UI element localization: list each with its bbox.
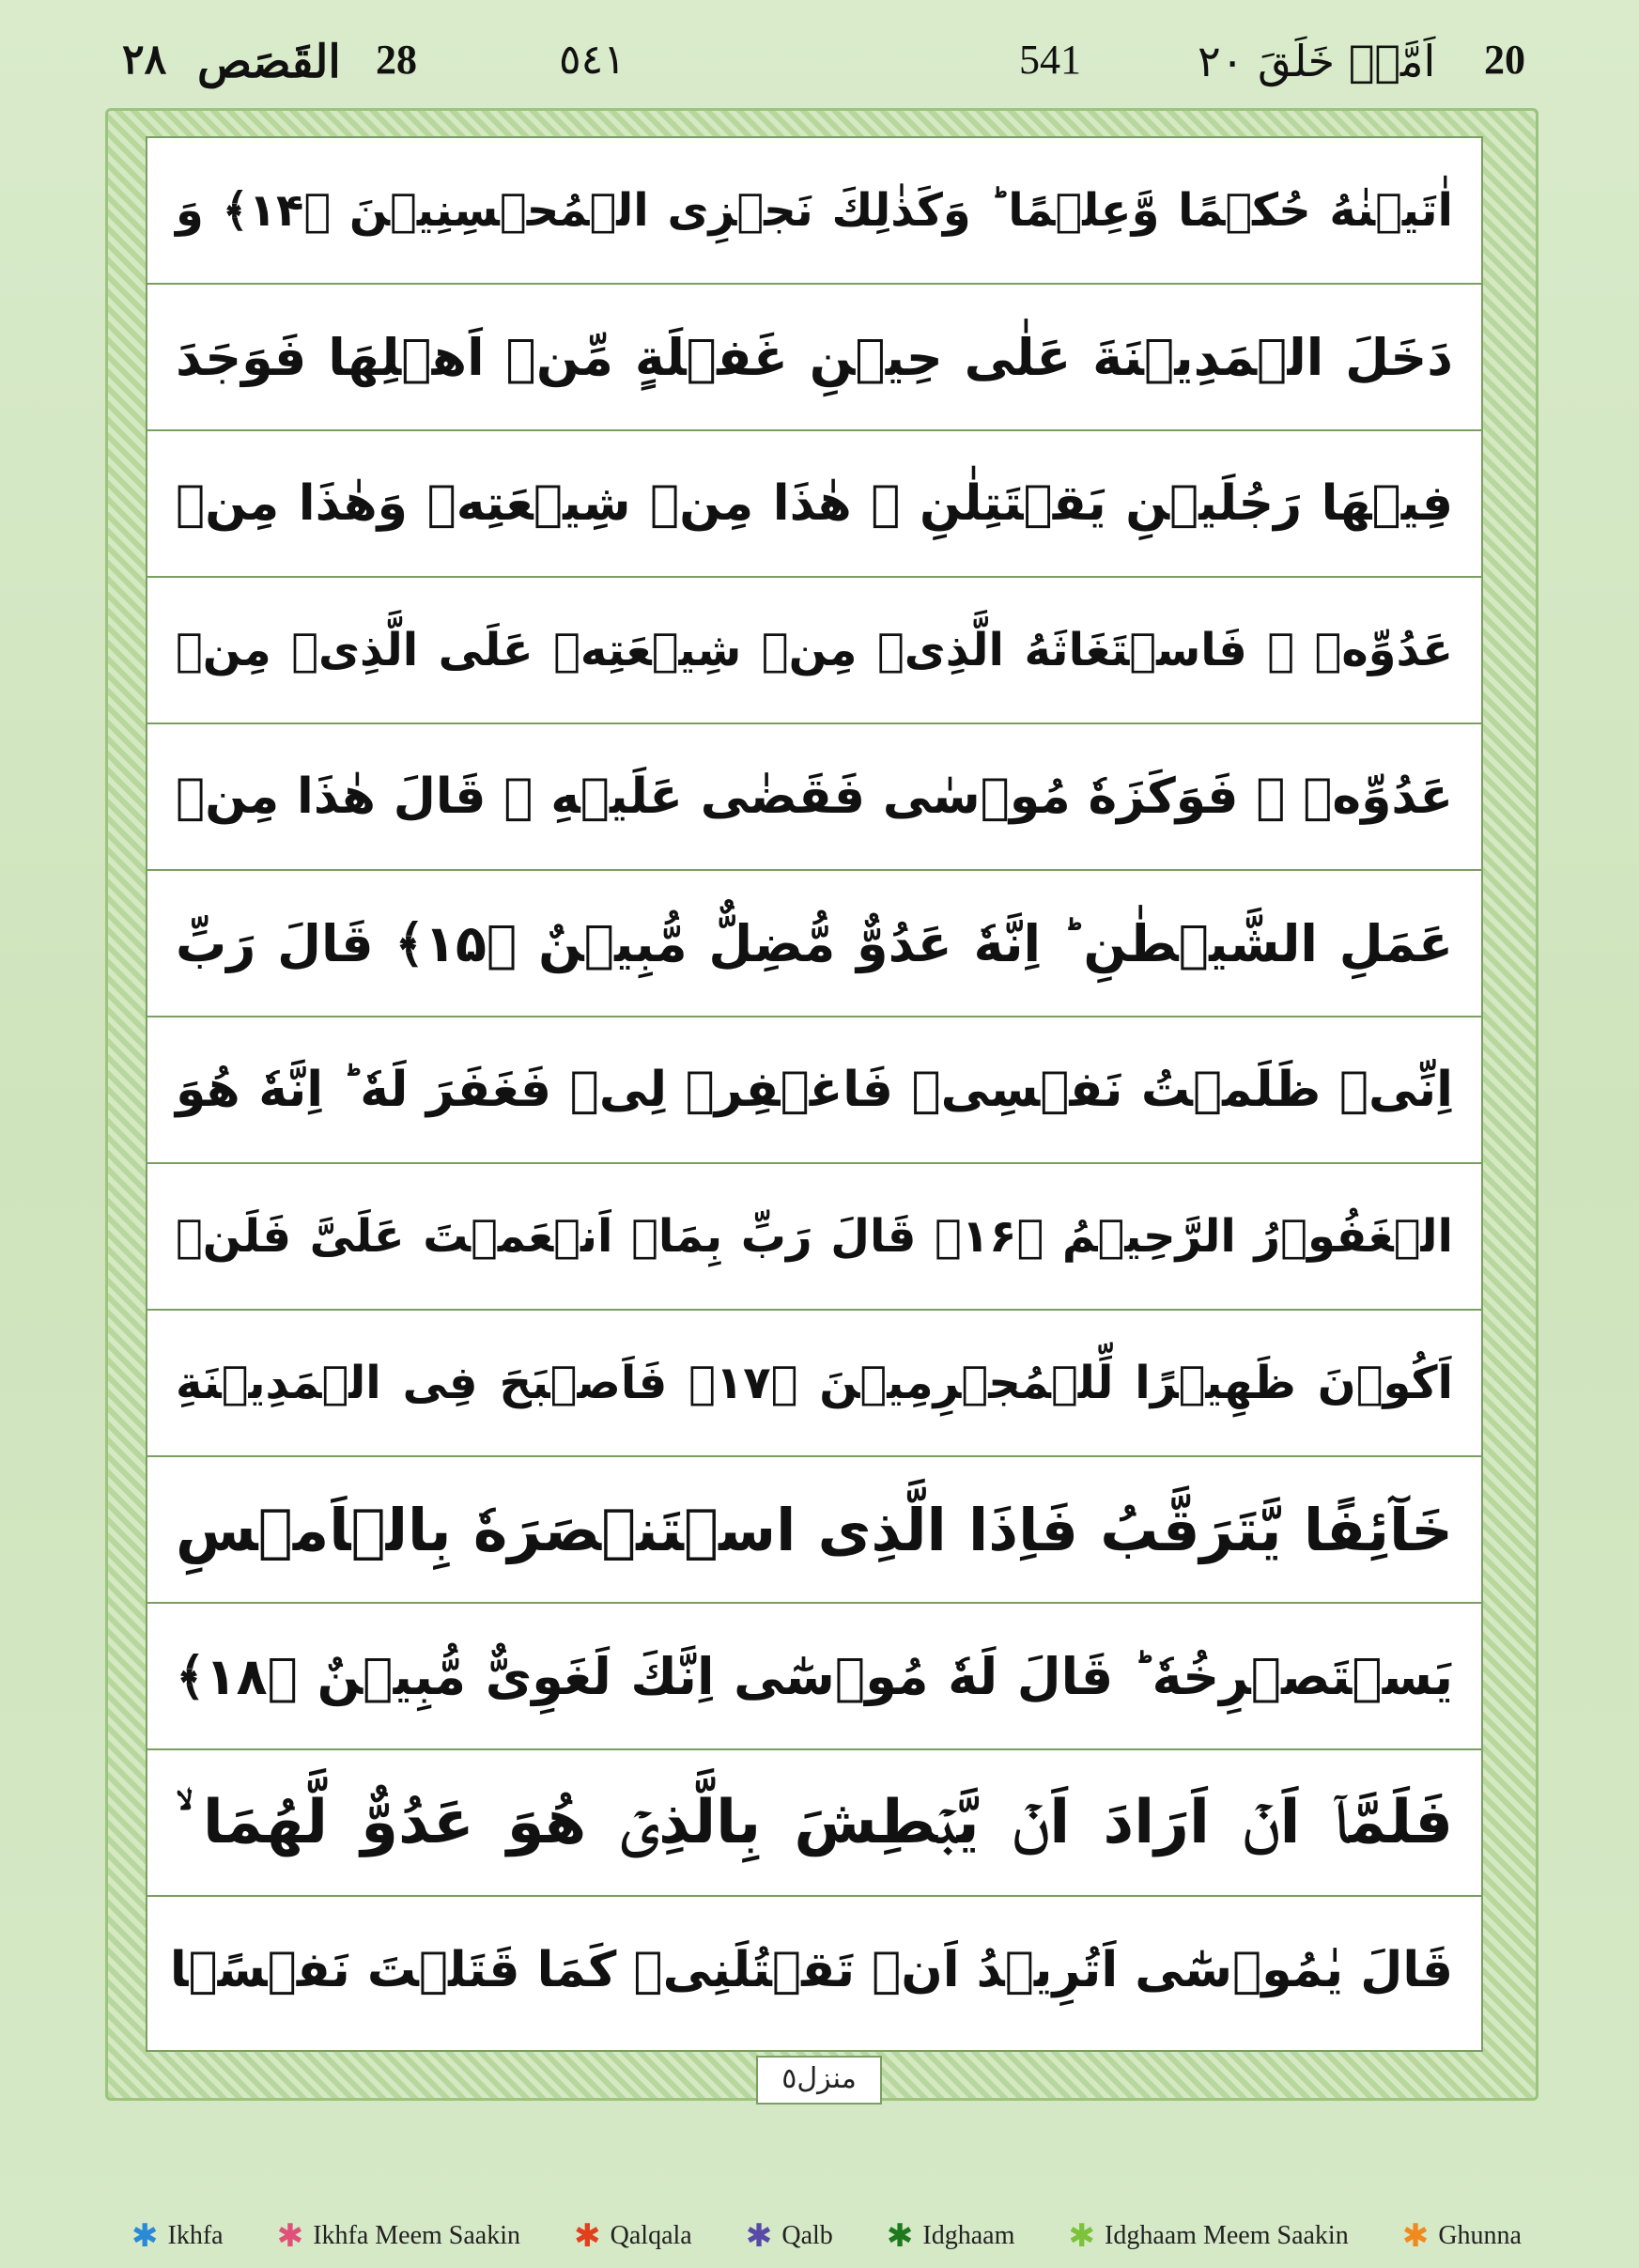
star-icon: ✱ (886, 2217, 914, 2255)
page-number: 541 (1019, 37, 1081, 83)
verse-text-area (146, 136, 1483, 2052)
juz-name: اَمَّنۡ خَلَقَ ٢٠ (1198, 36, 1436, 86)
tajweed-legend (131, 2217, 1522, 2255)
text-line: خَآئِفًا يَّتَرَقَّبُ فَاِذَا الَّذِى اسۡتَنۡصَرَهٗ بِالۡاَمۡسِ (147, 1457, 1481, 1604)
surah-number-arabic: ٢٨ (122, 36, 167, 84)
juz-number: 20 (1484, 37, 1525, 83)
surah-name: القَصَص (197, 36, 341, 88)
text-line: عَدُوِّهٖ ۙ فَوَكَزَهٗ مُوۡسٰى فَقَضٰى عَلَيۡهِ ۖ قَالَ هٰذَا مِنۡ (147, 724, 1481, 871)
text-line: يَسۡتَصۡرِخُهٗ ؕ قَالَ لَهٗ مُوۡسٰٓى اِنَّكَ لَغَوِىٌّ مُّبِيۡنٌ ﴿۱۸﴾ (147, 1604, 1481, 1750)
legend-item: ✱ Idghaam (886, 2217, 1015, 2255)
star-icon: ✱ (574, 2217, 601, 2255)
page-number-arabic: ٥٤١ (559, 36, 626, 84)
manzil-label: منزل٥ (756, 2056, 882, 2105)
text-line: الۡغَفُوۡرُ الرَّحِيۡمُ ﴿۱۶﴾ قَالَ رَبِّ بِمَاۤ اَنۡعَمۡتَ عَلَىَّ فَلَنۡ (147, 1164, 1481, 1311)
legend-item: ✱ Ikhfa (131, 2217, 224, 2255)
text-line: عَمَلِ الشَّيۡطٰنِ ؕ اِنَّهٗ عَدُوٌّ مُّضِلٌّ مُّبِيۡنٌ ﴿۱۵﴾ قَالَ رَبِّ (147, 871, 1481, 1017)
legend-item: ✱ Ikhfa Meem Saakin (276, 2217, 521, 2255)
star-icon: ✱ (276, 2217, 304, 2255)
text-line: فَلَمَّاۤ اَنۡ اَرَادَ اَنۡ يَّبۡطِشَ بِالَّذِىۡ هُوَ عَدُوٌّ لَّهُمَا ۙ (147, 1750, 1481, 1897)
star-icon: ✱ (1401, 2217, 1430, 2255)
text-line: قَالَ يٰمُوۡسٰٓى اَتُرِيۡدُ اَنۡ تَقۡتُلَنِىۡ كَمَا قَتَلۡتَ نَفۡسًۢا (169, 1942, 1453, 1998)
text-line: اٰتَيۡنٰهُ حُكۡمًا وَّعِلۡمًا ؕ وَكَذٰلِكَ نَجۡزِى الۡمُحۡسِنِيۡنَ ﴿۱۴﴾ وَ (147, 138, 1481, 285)
star-icon: ✱ (745, 2217, 773, 2255)
text-line: اِنِّىۡ ظَلَمۡتُ نَفۡسِىۡ فَاغۡفِرۡ لِىۡ فَغَفَرَ لَهٗ ؕ اِنَّهٗ هُوَ (147, 1017, 1481, 1164)
legend-item: ✱ Qalqala (574, 2217, 692, 2255)
text-line: اَكُوۡنَ ظَهِيۡرًا لِّلۡمُجۡرِمِيۡنَ ﴿۱۷﴾ فَاَصۡبَحَ فِى الۡمَدِيۡنَةِ (147, 1311, 1481, 1457)
surah-number: 28 (376, 37, 417, 83)
page-header (94, 26, 1545, 92)
legend-item: ✱ Ghunna (1401, 2217, 1522, 2255)
text-line: فِيۡهَا رَجُلَيۡنِ يَقۡتَتِلٰنِ ۖ هٰذَا مِنۡ شِيۡعَتِهٖ وَهٰذَا مِنۡ (147, 431, 1481, 578)
text-line: عَدُوِّهٖ ۚ فَاسۡتَغَاثَهُ الَّذِىۡ مِنۡ شِيۡعَتِهٖ عَلَى الَّذِىۡ مِنۡ (147, 578, 1481, 724)
star-icon: ✱ (131, 2217, 159, 2255)
legend-item: ✱ Qalb (745, 2217, 833, 2255)
star-icon: ✱ (1068, 2217, 1095, 2255)
legend-item: ✱ Idghaam Meem Saakin (1068, 2217, 1349, 2255)
text-line: دَخَلَ الۡمَدِيۡنَةَ عَلٰى حِيۡنِ غَفۡلَةٍ مِّنۡ اَهۡلِهَا فَوَجَدَ (147, 285, 1481, 431)
